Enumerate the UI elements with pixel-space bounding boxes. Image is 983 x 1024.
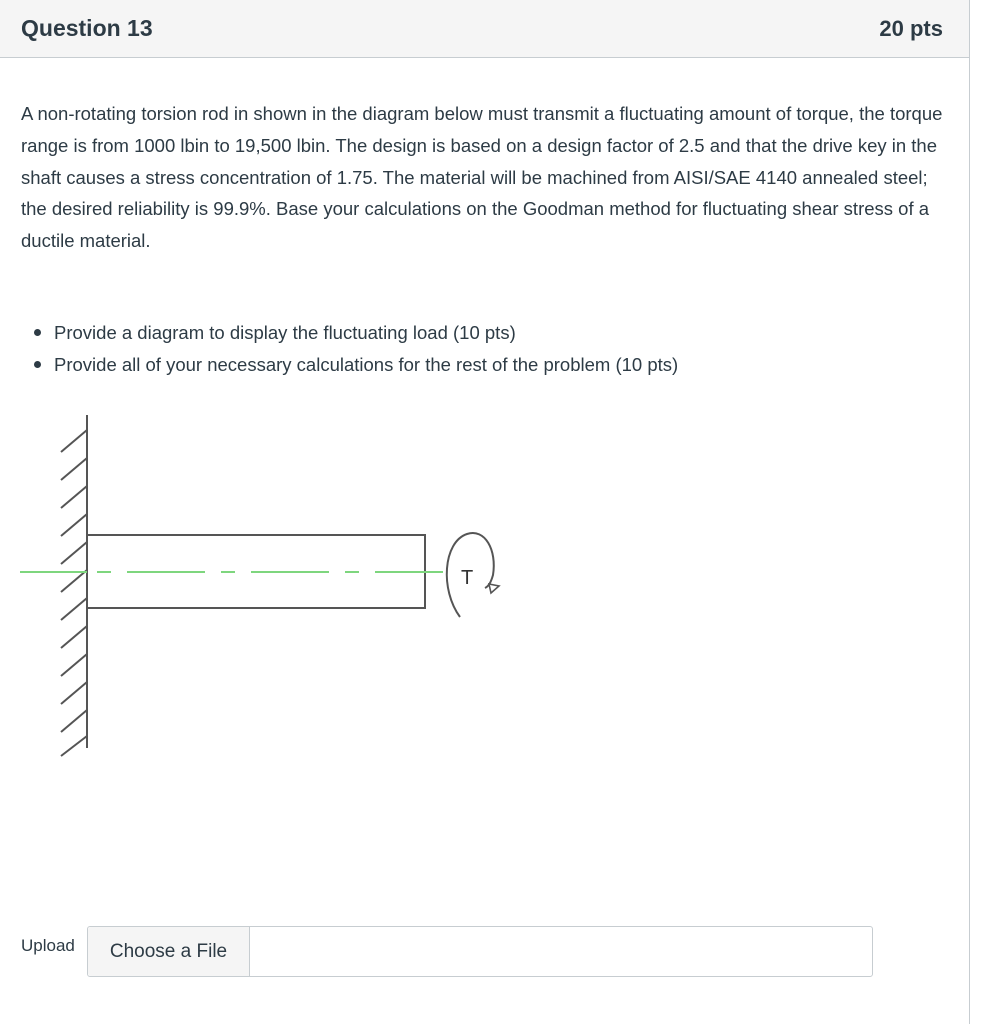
file-name-display: [250, 927, 872, 976]
torsion-rod-diagram: [15, 410, 515, 760]
upload-row: [21, 926, 873, 977]
list-item: [21, 317, 951, 349]
arrowhead-icon: [489, 584, 499, 593]
upload-label: Upload: [21, 936, 75, 955]
question-header: [0, 0, 969, 58]
bullet-icon: [34, 329, 41, 336]
list-item: [21, 349, 951, 381]
bullet-icon: [34, 361, 41, 368]
list-item-text: Provide a diagram to display the fluctuating load (10 pts): [54, 322, 516, 343]
list-item-text: Provide all of your necessary calculations for the rest of the problem (10 pts): [54, 354, 679, 375]
requirements-list: [21, 317, 951, 381]
question-text: A non-rotating torsion rod in shown in the diagram below must transmit a fluctuating amount of torque, the torque range is from 1000 lbin to 19,500 lbin. The design is based on a design factor of 2.5 and that the drive key in the shaft causes a stress concentration of 1.75. The material will be machined from AISI/SAE 4140 annealed steel; the desired reliability is 99.9%. Base your calculations on the Goodman method for fluctuating shear stress of a ductile material.: [21, 103, 943, 252]
torque-label: T: [461, 567, 474, 589]
choose-file-button[interactable]: Choose a File: [88, 927, 250, 976]
file-upload-field[interactable]: [87, 926, 873, 977]
question-title: Question 13: [21, 15, 153, 41]
question-points: 20 pts: [879, 15, 943, 41]
wall-hatching: [61, 430, 87, 756]
